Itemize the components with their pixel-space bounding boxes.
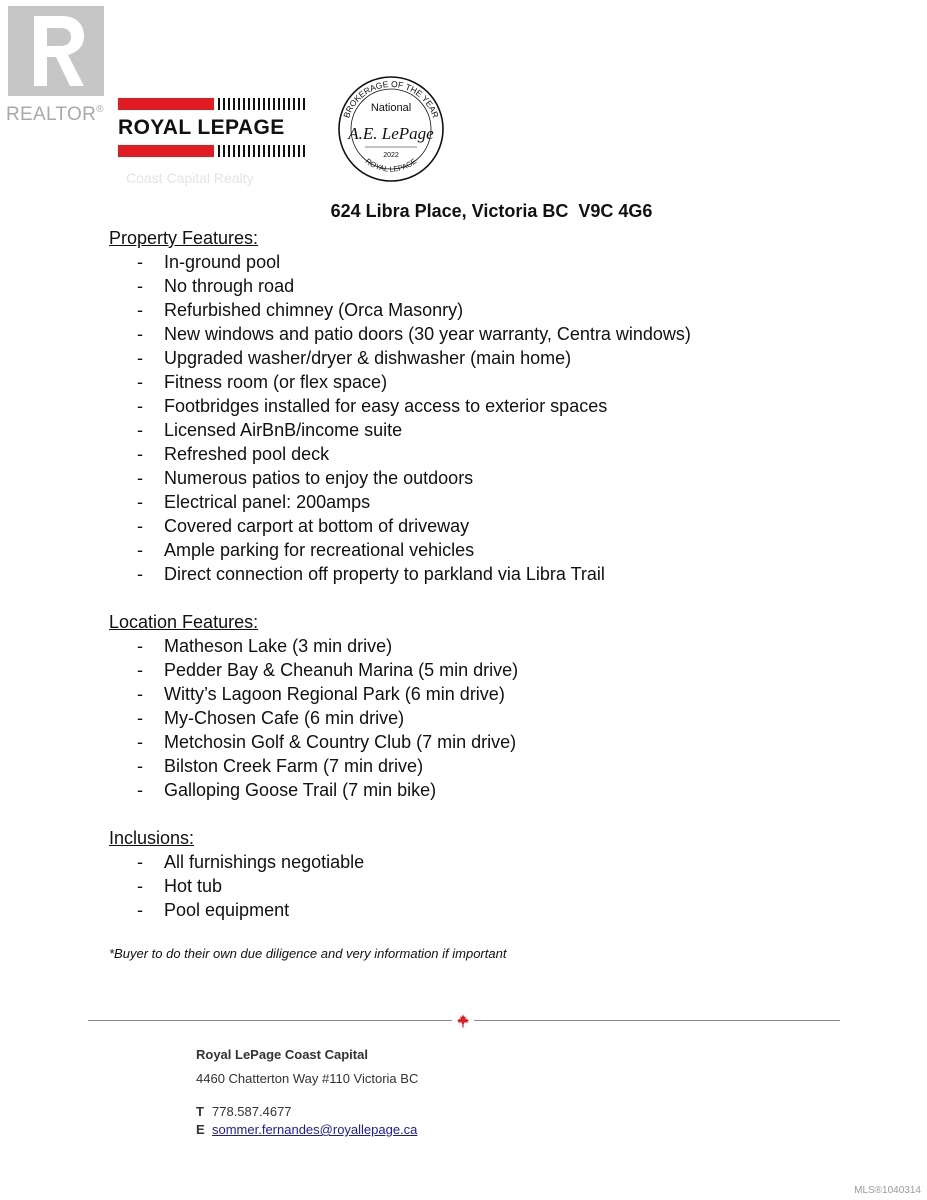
property-features-list <box>109 250 691 586</box>
list-item <box>109 778 518 802</box>
list-item <box>109 562 691 586</box>
list-item <box>109 682 518 706</box>
list-item <box>109 322 691 346</box>
footer-address: 4460 Chatterton Way #110 Victoria BC <box>196 1071 419 1086</box>
list-item-text: Refurbished chimney (Orca Masonry) <box>164 300 464 320</box>
maple-leaf-icon <box>456 1014 470 1028</box>
list-item <box>109 346 691 370</box>
seal-top-text: BROKERAGE OF THE YEAR <box>341 78 441 120</box>
list-item-text: Ample parking for recreational vehicles <box>164 540 475 560</box>
bullet-dash: - <box>137 636 143 656</box>
list-item <box>109 250 691 274</box>
list-item <box>109 394 691 418</box>
list-item-text: Pool equipment <box>164 900 290 920</box>
disclaimer-note: *Buyer to do their own due diligence and very information if important <box>109 946 507 961</box>
list-item-text: All furnishings negotiable <box>164 852 365 872</box>
list-item-text: My-Chosen Cafe (6 min drive) <box>164 708 405 728</box>
bullet-dash: - <box>137 732 143 752</box>
list-item-text: Bilston Creek Farm (7 min drive) <box>164 756 424 776</box>
bullet-dash: - <box>137 540 143 560</box>
inclusions-section <box>109 826 364 922</box>
logo-red-bar-bottom <box>118 145 214 157</box>
property-address-title: 624 Libra Place, Victoria BC V9C 4G6 <box>330 201 653 221</box>
bullet-dash: - <box>137 372 143 392</box>
list-item-text: In-ground pool <box>164 252 281 272</box>
list-item-text: New windows and patio doors (30 year warranty, Centra windows) <box>164 324 691 344</box>
list-item-text: Licensed AirBnB/income suite <box>164 420 403 440</box>
footer-divider-right <box>474 1020 840 1021</box>
bullet-dash: - <box>137 660 143 680</box>
inclusions-list <box>109 850 364 922</box>
bullet-dash: - <box>137 780 143 800</box>
list-item <box>109 274 691 298</box>
location-features-section <box>109 610 518 802</box>
bullet-dash: - <box>137 852 143 872</box>
list-item <box>109 706 518 730</box>
bullet-dash: - <box>137 516 143 536</box>
seal-national: National <box>370 102 412 114</box>
logo-stripes-bottom <box>218 145 310 157</box>
bullet-dash: - <box>137 252 143 272</box>
bullet-dash: - <box>137 756 143 776</box>
list-item <box>109 298 691 322</box>
list-item <box>109 754 518 778</box>
brokerage-of-the-year-seal <box>333 73 449 185</box>
property-features-section <box>109 226 691 586</box>
list-item <box>109 418 691 442</box>
bullet-dash: - <box>137 708 143 728</box>
list-item-text: Matheson Lake (3 min drive) <box>164 636 393 656</box>
location-features-list <box>109 634 518 802</box>
realtor-wordmark: REALTOR <box>6 104 97 125</box>
email-link[interactable]: sommer.fernandes@royallepage.ca <box>212 1122 418 1137</box>
company-wordmark: ROYAL LEPAGE <box>118 116 285 139</box>
list-item-text: Witty’s Lagoon Regional Park (6 min drive) <box>164 684 505 704</box>
logo-stripes-top <box>218 98 310 110</box>
list-item <box>109 514 691 538</box>
royal-lepage-logo <box>118 98 310 190</box>
list-item-text: Fitness room (or flex space) <box>164 372 388 392</box>
list-item <box>109 898 364 922</box>
list-item-text: Upgraded washer/dryer & dishwasher (main home) <box>164 348 572 368</box>
list-item <box>109 442 691 466</box>
bullet-dash: - <box>137 876 143 896</box>
property-features-heading: Property Features: <box>109 228 259 248</box>
bullet-dash: - <box>137 300 143 320</box>
list-item-text: Footbridges installed for easy access to exterior spaces <box>164 396 608 416</box>
company-subtitle: Coast Capital Realty <box>126 170 254 186</box>
list-item <box>109 730 518 754</box>
list-item <box>109 538 691 562</box>
list-item-text: Refreshed pool deck <box>164 444 330 464</box>
list-item-text: Numerous patios to enjoy the outdoors <box>164 468 474 488</box>
realtor-registered-mark: ® <box>96 104 104 115</box>
list-item-text: Covered carport at bottom of driveway <box>164 516 470 536</box>
list-item <box>109 370 691 394</box>
seal-bottom-text: ROYAL LEPAGE <box>363 156 419 174</box>
bullet-dash: - <box>137 396 143 416</box>
list-item <box>109 634 518 658</box>
footer-divider-left <box>88 1020 452 1021</box>
seal-year: 2022 <box>383 152 399 159</box>
logo-red-bar-top <box>118 98 214 110</box>
list-item-text: Electrical panel: 200amps <box>164 492 371 512</box>
list-item-text: Galloping Goose Trail (7 min bike) <box>164 780 437 800</box>
footer-phone-row <box>196 1103 418 1121</box>
seal-signature: A.E. LePage <box>348 124 434 143</box>
email-label: E <box>196 1122 205 1137</box>
list-item-text: Pedder Bay & Cheanuh Marina (5 min drive) <box>164 660 519 680</box>
realtor-r-block <box>8 6 104 96</box>
bullet-dash: - <box>137 348 143 368</box>
location-features-heading: Location Features: <box>109 612 259 632</box>
list-item <box>109 466 691 490</box>
mls-number: MLS®1040314 <box>854 1185 921 1196</box>
phone-number: 778.587.4677 <box>212 1104 292 1119</box>
list-item-text: Direct connection off property to parkland via Libra Trail <box>164 564 605 584</box>
list-item <box>109 658 518 682</box>
bullet-dash: - <box>137 468 143 488</box>
bullet-dash: - <box>137 324 143 344</box>
list-item-text: Metchosin Golf & Country Club (7 min drive) <box>164 732 517 752</box>
bullet-dash: - <box>137 900 143 920</box>
bullet-dash: - <box>137 684 143 704</box>
phone-label: T <box>196 1104 204 1119</box>
footer-email-row <box>196 1121 418 1139</box>
realtor-r-icon <box>30 12 86 90</box>
list-item <box>109 850 364 874</box>
realtor-logo <box>6 6 106 126</box>
list-item-text: No through road <box>164 276 295 296</box>
footer-contact <box>196 1046 418 1139</box>
list-item <box>109 874 364 898</box>
footer-company-name: Royal LePage Coast Capital <box>196 1047 368 1062</box>
bullet-dash: - <box>137 420 143 440</box>
list-item-text: Hot tub <box>164 876 223 896</box>
bullet-dash: - <box>137 444 143 464</box>
list-item <box>109 490 691 514</box>
bullet-dash: - <box>137 564 143 584</box>
inclusions-heading: Inclusions: <box>109 828 195 848</box>
bullet-dash: - <box>137 276 143 296</box>
bullet-dash: - <box>137 492 143 512</box>
